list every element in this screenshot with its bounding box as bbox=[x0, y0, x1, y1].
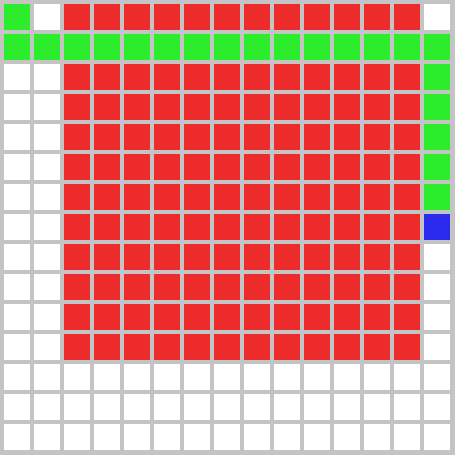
grid-cell-red-r5-c4[interactable] bbox=[124, 154, 150, 180]
grid-cell-red-r0-c3[interactable] bbox=[94, 4, 120, 30]
grid-cell-red-r4-c4[interactable] bbox=[124, 124, 150, 150]
grid-cell-empty-r14-c6[interactable] bbox=[184, 424, 210, 450]
grid-cell-red-r2-c11[interactable] bbox=[334, 64, 360, 90]
grid-cell-empty-r13-c8[interactable] bbox=[244, 394, 270, 420]
grid-cell-red-r10-c7[interactable] bbox=[214, 304, 240, 330]
grid-cell-red-r2-c8[interactable] bbox=[244, 64, 270, 90]
grid-cell-red-r7-c3[interactable] bbox=[94, 214, 120, 240]
grid-cell-empty-r3-c1[interactable] bbox=[34, 94, 60, 120]
grid-cell-green-r1-c0[interactable] bbox=[4, 34, 30, 60]
grid-cell-red-r0-c4[interactable] bbox=[124, 4, 150, 30]
grid-cell-red-r5-c13[interactable] bbox=[394, 154, 420, 180]
grid-cell-red-r8-c3[interactable] bbox=[94, 244, 120, 270]
grid-cell-green-r1-c13[interactable] bbox=[394, 34, 420, 60]
grid-cell-red-r8-c11[interactable] bbox=[334, 244, 360, 270]
grid-cell-red-r7-c2[interactable] bbox=[64, 214, 90, 240]
grid-cell-empty-r14-c0[interactable] bbox=[4, 424, 30, 450]
grid-cell-red-r9-c7[interactable] bbox=[214, 274, 240, 300]
grid-cell-empty-r13-c9[interactable] bbox=[274, 394, 300, 420]
grid-cell-red-r8-c10[interactable] bbox=[304, 244, 330, 270]
grid-cell-red-r4-c3[interactable] bbox=[94, 124, 120, 150]
grid-cell-red-r7-c8[interactable] bbox=[244, 214, 270, 240]
grid-cell-empty-r13-c7[interactable] bbox=[214, 394, 240, 420]
grid-cell-empty-r14-c7[interactable] bbox=[214, 424, 240, 450]
grid-cell-green-r0-c0[interactable] bbox=[4, 4, 30, 30]
grid-cell-red-r5-c2[interactable] bbox=[64, 154, 90, 180]
grid-cell-red-r4-c2[interactable] bbox=[64, 124, 90, 150]
grid-cell-red-r8-c9[interactable] bbox=[274, 244, 300, 270]
grid-cell-empty-r12-c4[interactable] bbox=[124, 364, 150, 390]
grid-cell-red-r11-c7[interactable] bbox=[214, 334, 240, 360]
grid-cell-empty-r12-c14[interactable] bbox=[424, 364, 450, 390]
grid-cell-red-r9-c2[interactable] bbox=[64, 274, 90, 300]
grid-cell-empty-r14-c14[interactable] bbox=[424, 424, 450, 450]
grid-cell-green-r4-c14[interactable] bbox=[424, 124, 450, 150]
grid-cell-red-r6-c7[interactable] bbox=[214, 184, 240, 210]
grid-cell-red-r9-c5[interactable] bbox=[154, 274, 180, 300]
grid-cell-red-r0-c8[interactable] bbox=[244, 4, 270, 30]
grid-cell-red-r4-c9[interactable] bbox=[274, 124, 300, 150]
grid-cell-red-r7-c4[interactable] bbox=[124, 214, 150, 240]
grid-cell-red-r5-c7[interactable] bbox=[214, 154, 240, 180]
grid-cell-red-r4-c7[interactable] bbox=[214, 124, 240, 150]
grid-cell-empty-r14-c9[interactable] bbox=[274, 424, 300, 450]
grid-cell-red-r7-c9[interactable] bbox=[274, 214, 300, 240]
grid-cell-empty-r5-c0[interactable] bbox=[4, 154, 30, 180]
grid-cell-empty-r2-c0[interactable] bbox=[4, 64, 30, 90]
grid-cell-red-r11-c5[interactable] bbox=[154, 334, 180, 360]
grid-cell-empty-r13-c14[interactable] bbox=[424, 394, 450, 420]
grid-cell-red-r7-c12[interactable] bbox=[364, 214, 390, 240]
grid-cell-red-r3-c12[interactable] bbox=[364, 94, 390, 120]
grid-cell-red-r9-c4[interactable] bbox=[124, 274, 150, 300]
grid-cell-red-r8-c5[interactable] bbox=[154, 244, 180, 270]
grid-cell-empty-r13-c3[interactable] bbox=[94, 394, 120, 420]
grid-cell-empty-r9-c14[interactable] bbox=[424, 274, 450, 300]
grid-cell-red-r7-c13[interactable] bbox=[394, 214, 420, 240]
grid-cell-empty-r5-c1[interactable] bbox=[34, 154, 60, 180]
grid-cell-green-r1-c9[interactable] bbox=[274, 34, 300, 60]
grid-cell-red-r7-c6[interactable] bbox=[184, 214, 210, 240]
grid-cell-red-r2-c10[interactable] bbox=[304, 64, 330, 90]
grid-cell-red-r11-c13[interactable] bbox=[394, 334, 420, 360]
grid-cell-empty-r13-c2[interactable] bbox=[64, 394, 90, 420]
grid-cell-empty-r14-c13[interactable] bbox=[394, 424, 420, 450]
grid-cell-red-r10-c10[interactable] bbox=[304, 304, 330, 330]
grid-cell-empty-r14-c2[interactable] bbox=[64, 424, 90, 450]
grid-cell-empty-r14-c3[interactable] bbox=[94, 424, 120, 450]
grid-cell-empty-r9-c0[interactable] bbox=[4, 274, 30, 300]
grid-cell-red-r9-c13[interactable] bbox=[394, 274, 420, 300]
grid-cell-red-r6-c13[interactable] bbox=[394, 184, 420, 210]
grid-cell-empty-r12-c1[interactable] bbox=[34, 364, 60, 390]
grid-cell-red-r3-c13[interactable] bbox=[394, 94, 420, 120]
grid-cell-red-r2-c13[interactable] bbox=[394, 64, 420, 90]
grid-cell-empty-r13-c10[interactable] bbox=[304, 394, 330, 420]
grid-cell-empty-r12-c5[interactable] bbox=[154, 364, 180, 390]
grid-cell-red-r11-c11[interactable] bbox=[334, 334, 360, 360]
grid-cell-empty-r14-c4[interactable] bbox=[124, 424, 150, 450]
grid-cell-empty-r12-c3[interactable] bbox=[94, 364, 120, 390]
grid-cell-red-r5-c6[interactable] bbox=[184, 154, 210, 180]
grid-cell-red-r6-c4[interactable] bbox=[124, 184, 150, 210]
grid-cell-red-r2-c12[interactable] bbox=[364, 64, 390, 90]
grid-cell-empty-r10-c14[interactable] bbox=[424, 304, 450, 330]
grid-cell-green-r1-c10[interactable] bbox=[304, 34, 330, 60]
grid-cell-green-r1-c8[interactable] bbox=[244, 34, 270, 60]
grid-cell-red-r8-c4[interactable] bbox=[124, 244, 150, 270]
grid-cell-red-r2-c3[interactable] bbox=[94, 64, 120, 90]
grid-cell-empty-r12-c0[interactable] bbox=[4, 364, 30, 390]
grid-cell-red-r9-c8[interactable] bbox=[244, 274, 270, 300]
grid-cell-red-r11-c4[interactable] bbox=[124, 334, 150, 360]
grid-cell-blue-r7-c14[interactable] bbox=[424, 214, 450, 240]
grid-cell-green-r5-c14[interactable] bbox=[424, 154, 450, 180]
grid-cell-red-r0-c2[interactable] bbox=[64, 4, 90, 30]
grid-cell-red-r2-c4[interactable] bbox=[124, 64, 150, 90]
grid-cell-empty-r13-c0[interactable] bbox=[4, 394, 30, 420]
grid-cell-red-r0-c7[interactable] bbox=[214, 4, 240, 30]
grid-cell-empty-r11-c0[interactable] bbox=[4, 334, 30, 360]
grid-cell-red-r5-c10[interactable] bbox=[304, 154, 330, 180]
grid-cell-red-r10-c8[interactable] bbox=[244, 304, 270, 330]
grid-cell-empty-r13-c5[interactable] bbox=[154, 394, 180, 420]
grid-cell-green-r3-c14[interactable] bbox=[424, 94, 450, 120]
grid-cell-red-r7-c5[interactable] bbox=[154, 214, 180, 240]
grid-cell-red-r7-c10[interactable] bbox=[304, 214, 330, 240]
grid-cell-empty-r13-c11[interactable] bbox=[334, 394, 360, 420]
grid-cell-red-r6-c6[interactable] bbox=[184, 184, 210, 210]
grid-cell-red-r3-c4[interactable] bbox=[124, 94, 150, 120]
grid-cell-red-r5-c3[interactable] bbox=[94, 154, 120, 180]
grid-cell-red-r11-c2[interactable] bbox=[64, 334, 90, 360]
grid-cell-red-r6-c8[interactable] bbox=[244, 184, 270, 210]
grid-cell-empty-r14-c8[interactable] bbox=[244, 424, 270, 450]
grid-cell-red-r10-c12[interactable] bbox=[364, 304, 390, 330]
grid-cell-empty-r9-c1[interactable] bbox=[34, 274, 60, 300]
grid-cell-red-r4-c5[interactable] bbox=[154, 124, 180, 150]
grid-cell-red-r3-c9[interactable] bbox=[274, 94, 300, 120]
grid-cell-empty-r14-c1[interactable] bbox=[34, 424, 60, 450]
grid-cell-red-r10-c11[interactable] bbox=[334, 304, 360, 330]
grid-cell-green-r1-c5[interactable] bbox=[154, 34, 180, 60]
grid-cell-red-r3-c2[interactable] bbox=[64, 94, 90, 120]
grid-cell-empty-r8-c1[interactable] bbox=[34, 244, 60, 270]
grid-cell-red-r2-c2[interactable] bbox=[64, 64, 90, 90]
grid-cell-green-r1-c1[interactable] bbox=[34, 34, 60, 60]
grid-cell-red-r9-c11[interactable] bbox=[334, 274, 360, 300]
grid-cell-red-r3-c3[interactable] bbox=[94, 94, 120, 120]
grid-cell-red-r11-c8[interactable] bbox=[244, 334, 270, 360]
grid-cell-red-r6-c10[interactable] bbox=[304, 184, 330, 210]
grid-cell-red-r4-c13[interactable] bbox=[394, 124, 420, 150]
grid-cell-red-r9-c10[interactable] bbox=[304, 274, 330, 300]
grid-cell-red-r8-c8[interactable] bbox=[244, 244, 270, 270]
grid-cell-green-r1-c11[interactable] bbox=[334, 34, 360, 60]
grid-cell-red-r6-c5[interactable] bbox=[154, 184, 180, 210]
grid-cell-red-r5-c11[interactable] bbox=[334, 154, 360, 180]
grid-cell-red-r10-c13[interactable] bbox=[394, 304, 420, 330]
grid-cell-red-r3-c8[interactable] bbox=[244, 94, 270, 120]
grid-cell-red-r5-c9[interactable] bbox=[274, 154, 300, 180]
grid-cell-green-r2-c14[interactable] bbox=[424, 64, 450, 90]
grid-cell-green-r1-c6[interactable] bbox=[184, 34, 210, 60]
grid-cell-red-r6-c11[interactable] bbox=[334, 184, 360, 210]
grid-cell-green-r1-c4[interactable] bbox=[124, 34, 150, 60]
grid-cell-empty-r13-c4[interactable] bbox=[124, 394, 150, 420]
grid-cell-red-r11-c3[interactable] bbox=[94, 334, 120, 360]
grid-cell-red-r4-c10[interactable] bbox=[304, 124, 330, 150]
grid-cell-empty-r13-c6[interactable] bbox=[184, 394, 210, 420]
grid-cell-empty-r0-c14[interactable] bbox=[424, 4, 450, 30]
grid-cell-red-r8-c2[interactable] bbox=[64, 244, 90, 270]
grid-cell-red-r10-c4[interactable] bbox=[124, 304, 150, 330]
grid-cell-red-r11-c10[interactable] bbox=[304, 334, 330, 360]
grid-cell-empty-r14-c12[interactable] bbox=[364, 424, 390, 450]
grid-cell-green-r1-c2[interactable] bbox=[64, 34, 90, 60]
grid-cell-red-r8-c6[interactable] bbox=[184, 244, 210, 270]
grid-cell-empty-r12-c12[interactable] bbox=[364, 364, 390, 390]
grid-cell-empty-r12-c9[interactable] bbox=[274, 364, 300, 390]
grid-cell-empty-r10-c0[interactable] bbox=[4, 304, 30, 330]
grid-cell-green-r1-c12[interactable] bbox=[364, 34, 390, 60]
grid-cell-red-r0-c13[interactable] bbox=[394, 4, 420, 30]
grid-cell-empty-r4-c1[interactable] bbox=[34, 124, 60, 150]
grid-cell-empty-r6-c1[interactable] bbox=[34, 184, 60, 210]
grid-cell-red-r0-c10[interactable] bbox=[304, 4, 330, 30]
grid-cell-red-r9-c9[interactable] bbox=[274, 274, 300, 300]
grid-cell-empty-r3-c0[interactable] bbox=[4, 94, 30, 120]
grid-cell-red-r8-c13[interactable] bbox=[394, 244, 420, 270]
grid-cell-red-r4-c11[interactable] bbox=[334, 124, 360, 150]
grid-cell-red-r0-c11[interactable] bbox=[334, 4, 360, 30]
grid-cell-red-r0-c5[interactable] bbox=[154, 4, 180, 30]
grid-cell-empty-r7-c1[interactable] bbox=[34, 214, 60, 240]
grid-cell-red-r0-c12[interactable] bbox=[364, 4, 390, 30]
grid-cell-red-r3-c7[interactable] bbox=[214, 94, 240, 120]
grid-cell-empty-r7-c0[interactable] bbox=[4, 214, 30, 240]
grid-cell-red-r10-c3[interactable] bbox=[94, 304, 120, 330]
grid-cell-empty-r6-c0[interactable] bbox=[4, 184, 30, 210]
grid-cell-red-r3-c6[interactable] bbox=[184, 94, 210, 120]
grid-cell-empty-r14-c11[interactable] bbox=[334, 424, 360, 450]
grid-cell-red-r6-c3[interactable] bbox=[94, 184, 120, 210]
grid-cell-green-r1-c3[interactable] bbox=[94, 34, 120, 60]
grid-cell-empty-r12-c6[interactable] bbox=[184, 364, 210, 390]
grid-cell-red-r10-c6[interactable] bbox=[184, 304, 210, 330]
grid-cell-red-r2-c6[interactable] bbox=[184, 64, 210, 90]
grid-cell-red-r11-c9[interactable] bbox=[274, 334, 300, 360]
grid-cell-red-r8-c12[interactable] bbox=[364, 244, 390, 270]
grid-cell-red-r6-c12[interactable] bbox=[364, 184, 390, 210]
grid-cell-green-r1-c7[interactable] bbox=[214, 34, 240, 60]
grid-cell-red-r4-c8[interactable] bbox=[244, 124, 270, 150]
grid-cell-empty-r8-c14[interactable] bbox=[424, 244, 450, 270]
grid-cell-red-r3-c5[interactable] bbox=[154, 94, 180, 120]
grid-cell-red-r9-c12[interactable] bbox=[364, 274, 390, 300]
grid-cell-empty-r2-c1[interactable] bbox=[34, 64, 60, 90]
grid-cell-empty-r14-c5[interactable] bbox=[154, 424, 180, 450]
grid-cell-red-r7-c11[interactable] bbox=[334, 214, 360, 240]
grid-cell-red-r4-c6[interactable] bbox=[184, 124, 210, 150]
grid-cell-empty-r8-c0[interactable] bbox=[4, 244, 30, 270]
grid-cell-red-r9-c6[interactable] bbox=[184, 274, 210, 300]
grid-cell-red-r10-c9[interactable] bbox=[274, 304, 300, 330]
grid-cell-red-r2-c5[interactable] bbox=[154, 64, 180, 90]
grid-cell-red-r6-c9[interactable] bbox=[274, 184, 300, 210]
grid-cell-red-r2-c7[interactable] bbox=[214, 64, 240, 90]
grid-cell-empty-r12-c7[interactable] bbox=[214, 364, 240, 390]
grid-cell-red-r0-c6[interactable] bbox=[184, 4, 210, 30]
grid-cell-red-r4-c12[interactable] bbox=[364, 124, 390, 150]
grid-cell-green-r6-c14[interactable] bbox=[424, 184, 450, 210]
grid-cell-empty-r12-c10[interactable] bbox=[304, 364, 330, 390]
grid-cell-empty-r12-c8[interactable] bbox=[244, 364, 270, 390]
grid-cell-empty-r13-c1[interactable] bbox=[34, 394, 60, 420]
grid-cell-empty-r11-c14[interactable] bbox=[424, 334, 450, 360]
grid-cell-red-r11-c12[interactable] bbox=[364, 334, 390, 360]
grid-cell-red-r10-c5[interactable] bbox=[154, 304, 180, 330]
grid-cell-empty-r12-c11[interactable] bbox=[334, 364, 360, 390]
grid-cell-red-r8-c7[interactable] bbox=[214, 244, 240, 270]
grid-cell-empty-r12-c13[interactable] bbox=[394, 364, 420, 390]
grid-cell-empty-r12-c2[interactable] bbox=[64, 364, 90, 390]
grid-cell-empty-r4-c0[interactable] bbox=[4, 124, 30, 150]
grid-cell-red-r3-c11[interactable] bbox=[334, 94, 360, 120]
grid-cell-red-r10-c2[interactable] bbox=[64, 304, 90, 330]
grid-cell-red-r5-c5[interactable] bbox=[154, 154, 180, 180]
grid-cell-red-r0-c9[interactable] bbox=[274, 4, 300, 30]
grid-cell-empty-r13-c12[interactable] bbox=[364, 394, 390, 420]
grid-cell-red-r3-c10[interactable] bbox=[304, 94, 330, 120]
grid-cell-red-r11-c6[interactable] bbox=[184, 334, 210, 360]
grid-cell-red-r9-c3[interactable] bbox=[94, 274, 120, 300]
grid-cell-empty-r11-c1[interactable] bbox=[34, 334, 60, 360]
grid-cell-red-r5-c8[interactable] bbox=[244, 154, 270, 180]
grid-cell-empty-r14-c10[interactable] bbox=[304, 424, 330, 450]
grid-cell-empty-r10-c1[interactable] bbox=[34, 304, 60, 330]
grid-cell-red-r2-c9[interactable] bbox=[274, 64, 300, 90]
grid-cell-empty-r0-c1[interactable] bbox=[34, 4, 60, 30]
grid-cell-green-r1-c14[interactable] bbox=[424, 34, 450, 60]
grid-cell-empty-r13-c13[interactable] bbox=[394, 394, 420, 420]
grid-cell-red-r6-c2[interactable] bbox=[64, 184, 90, 210]
grid-cell-red-r7-c7[interactable] bbox=[214, 214, 240, 240]
grid-cell-red-r5-c12[interactable] bbox=[364, 154, 390, 180]
